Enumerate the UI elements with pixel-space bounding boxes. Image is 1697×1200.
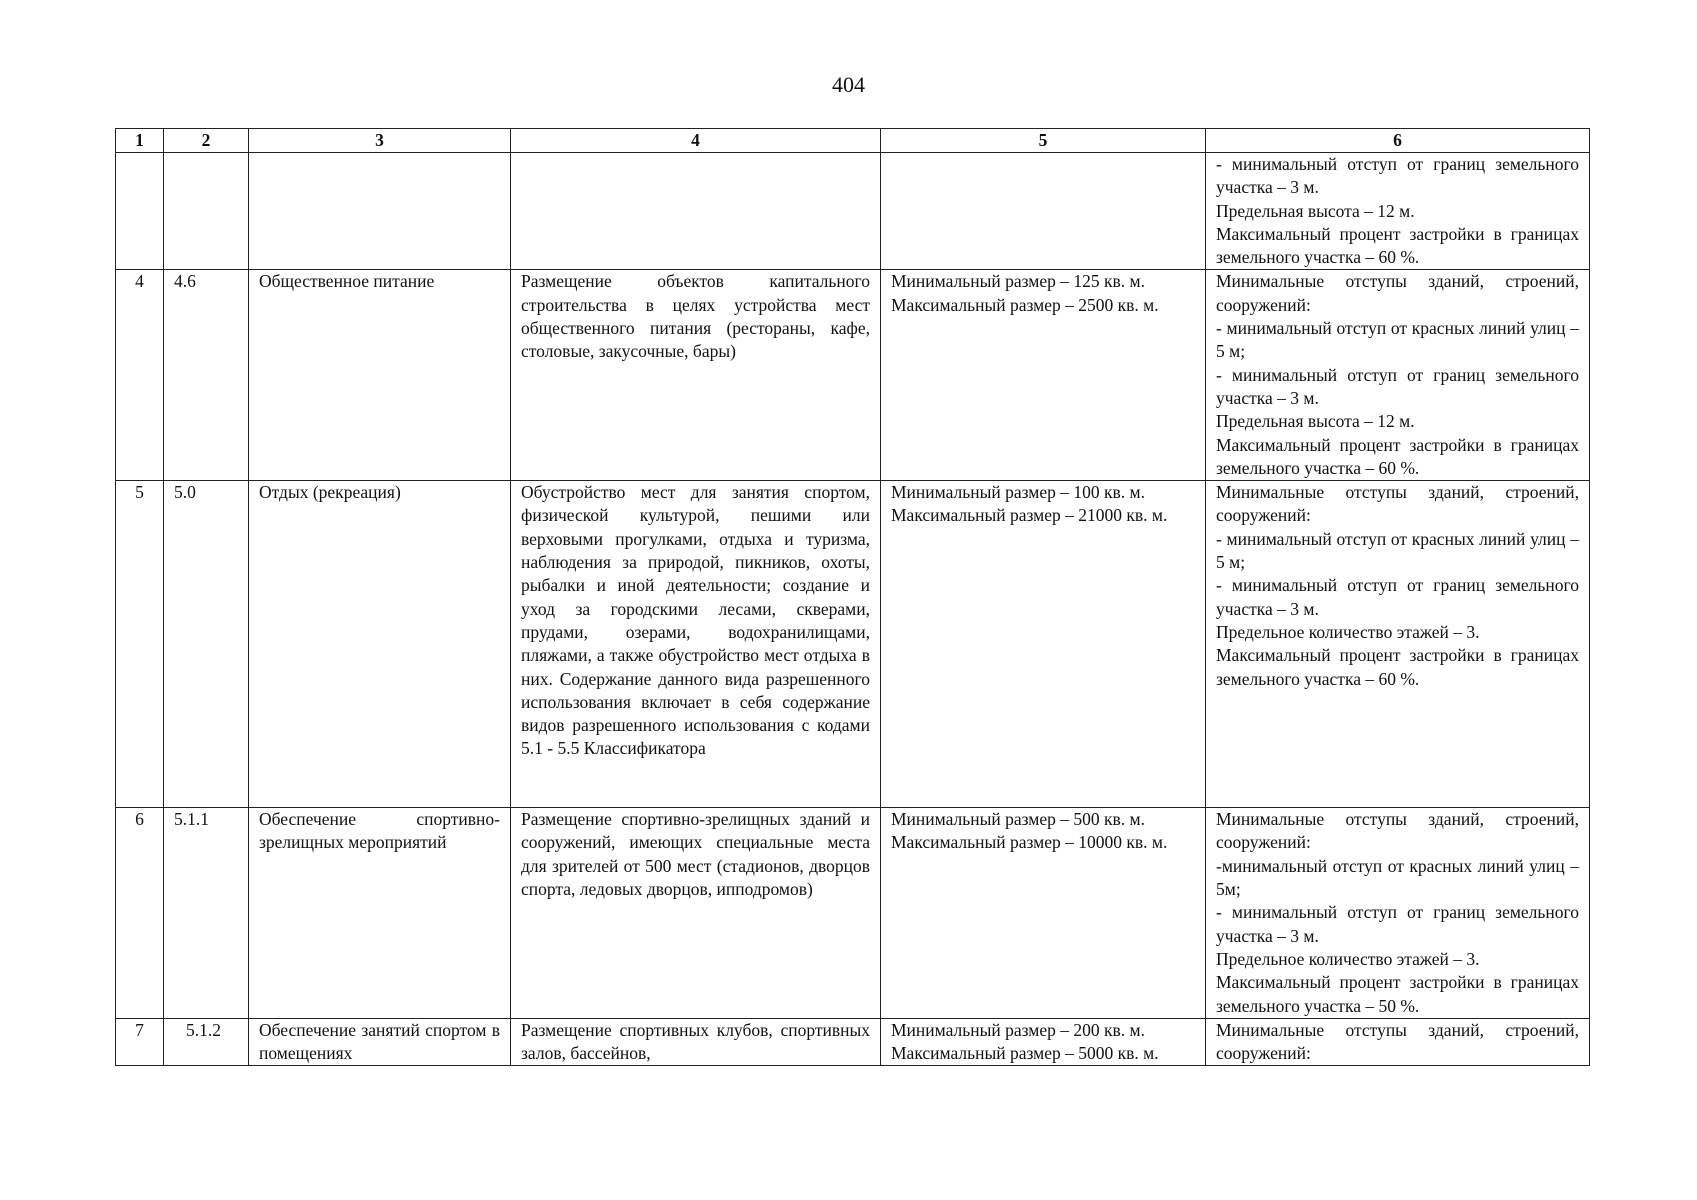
table-row: [116, 1018, 1590, 1066]
building-params: [1206, 1018, 1590, 1066]
param-line: Максимальный процент застройки в границах земельного участка – 60 %.: [1216, 223, 1579, 268]
zoning-table: [115, 128, 1590, 1066]
size-line: Максимальный размер – 21000 кв. м.: [891, 505, 1168, 526]
size-line: Максимальный размер – 10000 кв. м.: [891, 832, 1168, 853]
table-row: [116, 481, 1590, 808]
row-number: 5: [116, 481, 164, 808]
param-line: - минимальный отступ от красных линий улиц – 5 м;: [1216, 528, 1579, 573]
param-line: Максимальный процент застройки в границах земельного участка – 60 %.: [1216, 434, 1579, 478]
param-line: - минимальный отступ от границ земельного участка – 3 м.: [1216, 575, 1579, 619]
vri-code: 5.1.2: [164, 1018, 249, 1066]
row-number: 4: [116, 270, 164, 481]
column-header: 1: [116, 129, 164, 153]
vri-name: Обеспечение спортивно-зрелищных мероприятий: [249, 808, 511, 1019]
vri-description: Обустройство мест для занятия спортом, физической культурой, пешими или верховыми прогулками, отдыха и туризма, наблюдения за природой, пикников, охоты, рыбалки и иной деятельности; создание и уход за городскими лесами, скверами, прудами, озерами, водохранилищами, пляжами, а также обустройство мест отдыха в них. Содержание данного вида разрешенного использования включает в себя содержание видов разрешенного использования с кодами 5.1 - 5.5 Классификатора: [511, 481, 881, 808]
size-line: Максимальный размер – 5000 кв. м.: [891, 1043, 1159, 1064]
param-line: - минимальный отступ от красных линий улиц – 5 м;: [1216, 318, 1579, 362]
plot-sizes: [881, 1018, 1206, 1066]
vri-code: 4.6: [164, 270, 249, 481]
plot-sizes: [881, 270, 1206, 481]
param-line: - минимальный отступ от границ земельного участка – 3 м.: [1216, 364, 1579, 408]
param-line: -минимальный отступ от красных линий улиц – 5м;: [1216, 855, 1579, 900]
plot-sizes: [881, 153, 1206, 270]
building-params: [1206, 481, 1590, 808]
param-line: Предельное количество этажей – 3.: [1216, 948, 1480, 969]
header-row: [116, 129, 1590, 153]
page-number: 404: [832, 72, 865, 97]
vri-code: 5.1.1: [164, 808, 249, 1019]
row-number: [116, 153, 164, 270]
column-header: 2: [164, 129, 249, 153]
param-line: Минимальные отступы зданий, строений, сооружений:: [1216, 482, 1579, 526]
vri-description: Размещение объектов капитального строительства в целях устройства мест общественного питания (рестораны, кафе, столовые, закусочные, бары): [511, 270, 881, 481]
param-line: Максимальный процент застройки в границах земельного участка – 50 %.: [1216, 972, 1579, 1016]
plot-sizes: [881, 808, 1206, 1019]
column-header: 5: [881, 129, 1206, 153]
column-header: 3: [249, 129, 511, 153]
vri-description: Размещение спортивных клубов, спортивных залов, бассейнов,: [511, 1018, 881, 1066]
param-line: Минимальные отступы зданий, строений, сооружений:: [1216, 809, 1579, 853]
vri-description: Размещение спортивно-зрелищных зданий и сооружений, имеющих специальные места для зрителей от 500 мест (стадионов, дворцов спорта, ледовых дворцов, ипподромов): [511, 808, 881, 1019]
vri-code: [164, 153, 249, 270]
row-number: 7: [116, 1018, 164, 1066]
row-number: 6: [116, 808, 164, 1019]
param-line: Предельная высота – 12 м.: [1216, 411, 1415, 432]
param-line: - минимальный отступ от границ земельного участка – 3 м.: [1216, 902, 1579, 946]
table-row: [116, 270, 1590, 481]
building-params: [1206, 808, 1590, 1019]
param-line: - минимальный отступ от границ земельного участка – 3 м.: [1216, 154, 1579, 198]
param-line: Предельное количество этажей – 3.: [1216, 621, 1480, 642]
size-line: Минимальный размер – 200 кв. м.: [891, 1019, 1145, 1040]
param-line: Максимальный процент застройки в границах земельного участка – 60 %.: [1216, 645, 1579, 689]
size-line: Минимальный размер – 500 кв. м.: [891, 809, 1145, 830]
table-row: [116, 153, 1590, 270]
param-line: Минимальные отступы зданий, строений, сооружений:: [1216, 271, 1579, 315]
vri-description: [511, 153, 881, 270]
param-line: Минимальные отступы зданий, строений, сооружений:: [1216, 1019, 1579, 1064]
param-line: Предельная высота – 12 м.: [1216, 200, 1415, 221]
building-params: [1206, 270, 1590, 481]
vri-name: Обеспечение занятий спортом в помещениях: [249, 1018, 511, 1066]
size-line: Максимальный размер – 2500 кв. м.: [891, 294, 1159, 315]
size-line: Минимальный размер – 125 кв. м.: [891, 271, 1145, 292]
vri-code: 5.0: [164, 481, 249, 808]
table-row: [116, 808, 1590, 1019]
building-params: [1206, 153, 1590, 270]
plot-sizes: [881, 481, 1206, 808]
vri-name: Общественное питание: [249, 270, 511, 481]
vri-name: [249, 153, 511, 270]
column-header: 6: [1206, 129, 1590, 153]
column-header: 4: [511, 129, 881, 153]
vri-name: Отдых (рекреация): [249, 481, 511, 808]
size-line: Минимальный размер – 100 кв. м.: [891, 482, 1145, 503]
